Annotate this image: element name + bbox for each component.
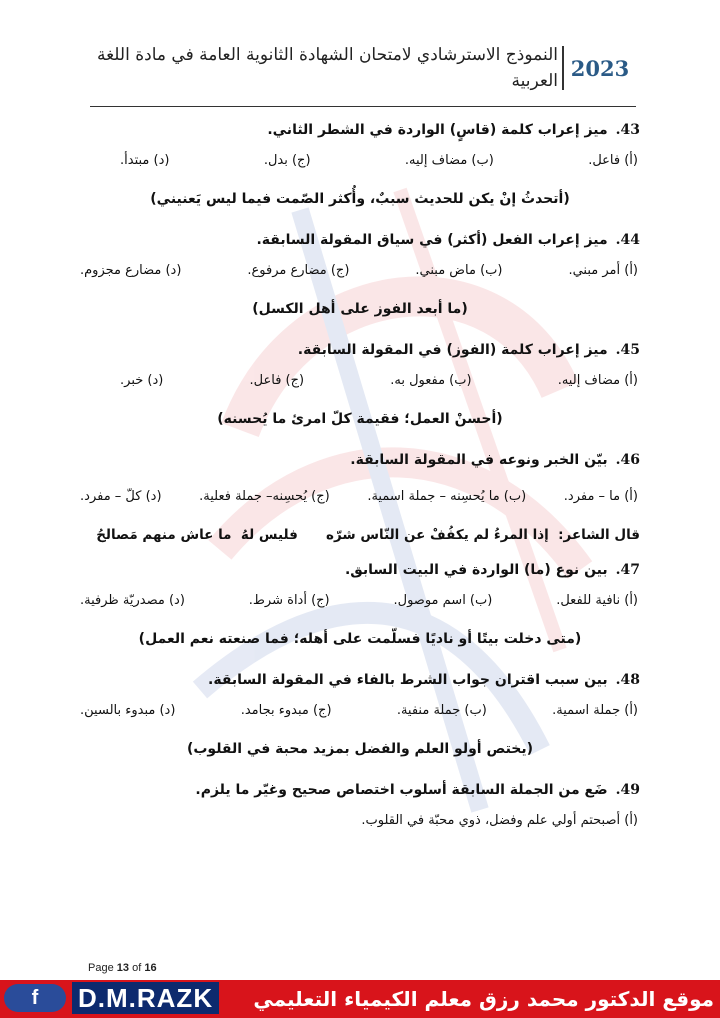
question-list (80, 118, 640, 834)
question-number: 49. (615, 782, 640, 798)
question-heading (80, 668, 640, 692)
option-d[interactable]: (د) مصدريّة ظرفية. (80, 593, 185, 608)
option-d[interactable]: (د) مبدوء بالسين. (80, 703, 176, 718)
question-heading (80, 448, 640, 472)
page-number (88, 962, 157, 974)
page-current: 13 (116, 962, 130, 974)
header-divider (90, 106, 636, 107)
option-b[interactable]: (ب) ماض مبني. (415, 263, 503, 278)
question-text: بيّن الخبر ونوعه في المقولة السابقة. (350, 452, 608, 468)
quote-text: (يختص أولو العلم والفضل بمزيد محبة في القلوب) (186, 741, 534, 757)
question-47 (80, 558, 640, 652)
page-of: of (132, 962, 142, 974)
option-d[interactable]: (د) مضارع مجزوم. (80, 263, 182, 278)
question-number: 45. (615, 342, 640, 358)
page-label: Page (88, 962, 114, 974)
question-number: 44. (615, 232, 640, 248)
quote-text: (ما أبعد الفوز على أهل الكسل) (252, 301, 468, 317)
question-text: ميز إعراب كلمة (الفوز) في المقولة السابقة. (297, 342, 608, 358)
header-year: 2023 (562, 46, 636, 90)
option-c[interactable]: (ج) بدل. (263, 153, 311, 168)
option-d[interactable]: (د) كلّ – مفرد. (80, 489, 162, 504)
question-44 (80, 228, 640, 322)
option-a[interactable]: (أ) ما – مفرد. (563, 489, 638, 504)
option-b[interactable]: (ب) مضاف إليه. (404, 153, 494, 168)
question-text: بين سبب اقتران جواب الشرط بالفاء في المقولة السابقة. (208, 672, 608, 688)
option-a[interactable]: (أ) أمر مبني. (568, 263, 638, 278)
question-heading (80, 118, 640, 142)
question-heading (80, 778, 640, 802)
question-43 (80, 118, 640, 212)
question-heading (80, 228, 640, 252)
question-number: 48. (615, 672, 640, 688)
option-c[interactable]: (ج) مضارع مرفوع. (247, 263, 350, 278)
question-text: ضَع من الجملة السابقة أسلوب اختصاص صحيح وغيّر ما يلزم. (195, 782, 608, 798)
question-48 (80, 668, 640, 762)
answer-options (80, 258, 640, 284)
page-header (90, 38, 636, 108)
poetry-verse: قال الشاعر: إذا المرءُ لم يكفُفْ عن النّاس شرّه فليس لهُ ما عاش منهم مَصالحُ (96, 527, 640, 543)
question-number: 47. (615, 562, 640, 578)
option-a[interactable]: (أ) نافية للفعل. (556, 593, 638, 608)
option-a[interactable]: (أ) فاعل. (588, 153, 638, 168)
option-c[interactable]: (ج) أداة شرط. (248, 593, 330, 608)
question-text: بين نوع (ما) الواردة في البيت السابق. (344, 562, 608, 578)
option-c[interactable]: (ج) يُحسِنه– جملة فعلية. (199, 489, 330, 504)
option-b[interactable]: (ب) مفعول به. (390, 373, 472, 388)
answer-options (80, 588, 640, 614)
facebook-icon[interactable]: f (4, 984, 66, 1012)
quote-text: (أتحدثُ إنْ يكن للحديث سببٌ، وأُكثر الصّمت فيما ليس يَعنيني) (150, 191, 570, 207)
quote-text: (متى دخلت بيتًا أو ناديًا فسلّمت على أهله؛ فما صنعته نعم العمل) (138, 631, 582, 647)
question-number: 46. (615, 452, 640, 468)
question-number: 43. (615, 122, 640, 138)
question-45 (80, 338, 640, 432)
header-title: النموذج الاسترشادي لامتحان الشهادة الثانوية العامة في مادة اللغة العربية (96, 45, 558, 91)
option-d[interactable]: (د) مبتدأ. (120, 153, 170, 168)
option-a[interactable]: (أ) جملة اسمية. (552, 703, 638, 718)
brand-logo: D.M.RAZK (72, 982, 219, 1014)
footer-banner (0, 980, 720, 1018)
option-c[interactable]: (ج) مبدوء بجامد. (240, 703, 332, 718)
option-a[interactable]: (أ) مضاف إليه. (557, 373, 638, 388)
page-total: 16 (144, 962, 157, 974)
option-b[interactable]: (ب) جملة منفية. (396, 703, 487, 718)
question-heading (80, 338, 640, 362)
answer-options (80, 698, 640, 724)
answer-options (80, 148, 640, 174)
option-d[interactable]: (د) خبر. (120, 373, 164, 388)
option-b[interactable]: (ب) اسم موصول. (393, 593, 493, 608)
question-49 (80, 778, 640, 834)
option-a[interactable]: (أ) أصبحتم أولي علم وفضل، ذوي محبّة في القلوب. (361, 813, 638, 828)
option-b[interactable]: (ب) ما يُحسِنه – جملة اسمية. (367, 489, 527, 504)
question-text: ميز إعراب كلمة (قاسٍ) الواردة في الشطر الثاني. (267, 122, 608, 138)
answer-options (80, 808, 640, 834)
question-text: ميز إعراب الفعل (أكثر) في سياق المقولة السابقة. (256, 232, 608, 248)
question-46 (80, 448, 640, 548)
option-c[interactable]: (ج) فاعل. (249, 373, 305, 388)
answer-options (80, 484, 640, 510)
question-heading (80, 558, 640, 582)
quote-text: (أحسنْ العمل؛ فقيمة كلّ امرئ ما يُحسنه) (217, 411, 503, 427)
site-name: موقع الدكتور محمد رزق معلم الكيمياء التعليمي (253, 987, 714, 1011)
answer-options (80, 368, 640, 394)
